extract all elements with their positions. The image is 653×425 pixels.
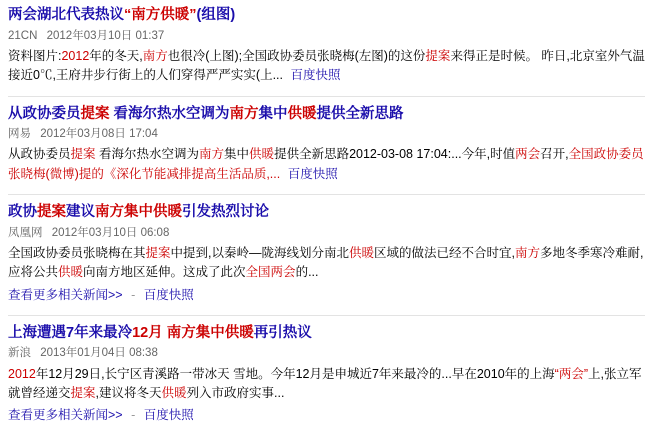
result-meta-4 xyxy=(8,345,645,362)
result-date-1: 2012年03月10日 01:37 xyxy=(46,29,165,42)
cache-link-1[interactable]: 百度快照 xyxy=(290,68,341,83)
cache-link-3[interactable]: 百度快照 xyxy=(143,287,194,302)
result-snippet-text-3: 全国政协委员张晓梅在其提案中提到,以秦岭—陇海线划分南北供暖区域的做法已经不合时宜,南方多地冬季寒冷难耐,应将公共供暖向南方地区延伸。这成了此次全国两会的... xyxy=(8,245,644,280)
result-more-row-4 xyxy=(8,405,645,425)
more-news-link-3[interactable]: 查看更多相关新闻>> xyxy=(8,287,123,302)
search-result-item xyxy=(8,203,645,305)
result-title-link-1[interactable] xyxy=(8,6,645,26)
result-more-row-3 xyxy=(8,285,645,305)
search-result-item xyxy=(8,105,645,185)
more-separator-3: - xyxy=(131,287,136,302)
result-meta-1 xyxy=(8,28,645,45)
result-snippet-text-2: 从政协委员提案 看海尔热水空调为南方集中供暖提供全新思路2012-03-08 17:04:...今年,时值两会召开,全国政协委员张晓梅(微博)提的《深化节能减排提高生活品质,... xyxy=(8,147,644,181)
result-date-2: 2012年03月08日 17:04 xyxy=(40,128,158,141)
result-date-3: 2012年03月10日 06:08 xyxy=(51,226,170,239)
result-source-4: 新浪 xyxy=(8,347,31,360)
result-title-text-3: 政协提案建议南方集中供暖引发热烈讨论 xyxy=(8,204,269,221)
result-snippet-text-1: 资料图片:2012年的冬天,南方也很冷(上图);全国政协委员张晓梅(左图)的这份提案来得正是时候。 昨日,北京室外气温接近0℃,王府井步行街上的人们穿得严严实实(上... xyxy=(8,48,645,83)
result-divider xyxy=(8,194,645,195)
result-snippet-text-4: 2012年12月29日,长宁区青溪路一带冰天 雪地。今年12月是申城近7年来最冷的...早在2010年的上海“两会”上,张立军就曾经递交提案,建议将冬天供暖列入市政府实事... xyxy=(8,366,642,400)
result-snippet-1 xyxy=(8,47,645,86)
result-title-link-4[interactable] xyxy=(8,324,645,344)
search-result-item xyxy=(8,6,645,86)
result-snippet-3 xyxy=(8,244,645,283)
more-separator-4: - xyxy=(131,408,136,423)
result-source-1: 21CN xyxy=(8,29,38,42)
result-meta-3 xyxy=(8,225,645,242)
result-title-text-1: 两会湖北代表热议“南方供暖”(组图) xyxy=(8,7,236,23)
result-source-3: 凤凰网 xyxy=(8,226,43,239)
result-title-link-2[interactable] xyxy=(8,105,645,125)
result-snippet-2 xyxy=(8,145,645,184)
result-source-2: 网易 xyxy=(8,128,31,141)
result-title-text-2: 从政协委员提案 看海尔热水空调为南方集中供暖提供全新思路 xyxy=(8,105,404,122)
result-date-4: 2013年01月04日 08:38 xyxy=(40,347,158,360)
more-news-link-4[interactable]: 查看更多相关新闻>> xyxy=(8,408,123,423)
result-snippet-4 xyxy=(8,365,645,404)
search-result-item xyxy=(8,324,645,425)
cache-link-2[interactable]: 百度快照 xyxy=(287,166,338,181)
result-divider xyxy=(8,315,645,316)
cache-link-4[interactable]: 百度快照 xyxy=(143,408,194,423)
result-divider xyxy=(8,96,645,97)
result-title-link-3[interactable] xyxy=(8,203,645,223)
result-meta-2 xyxy=(8,126,645,143)
result-title-text-4: 上海遭遇7年来最冷12月 南方集中供暖再引热议 xyxy=(8,324,312,341)
